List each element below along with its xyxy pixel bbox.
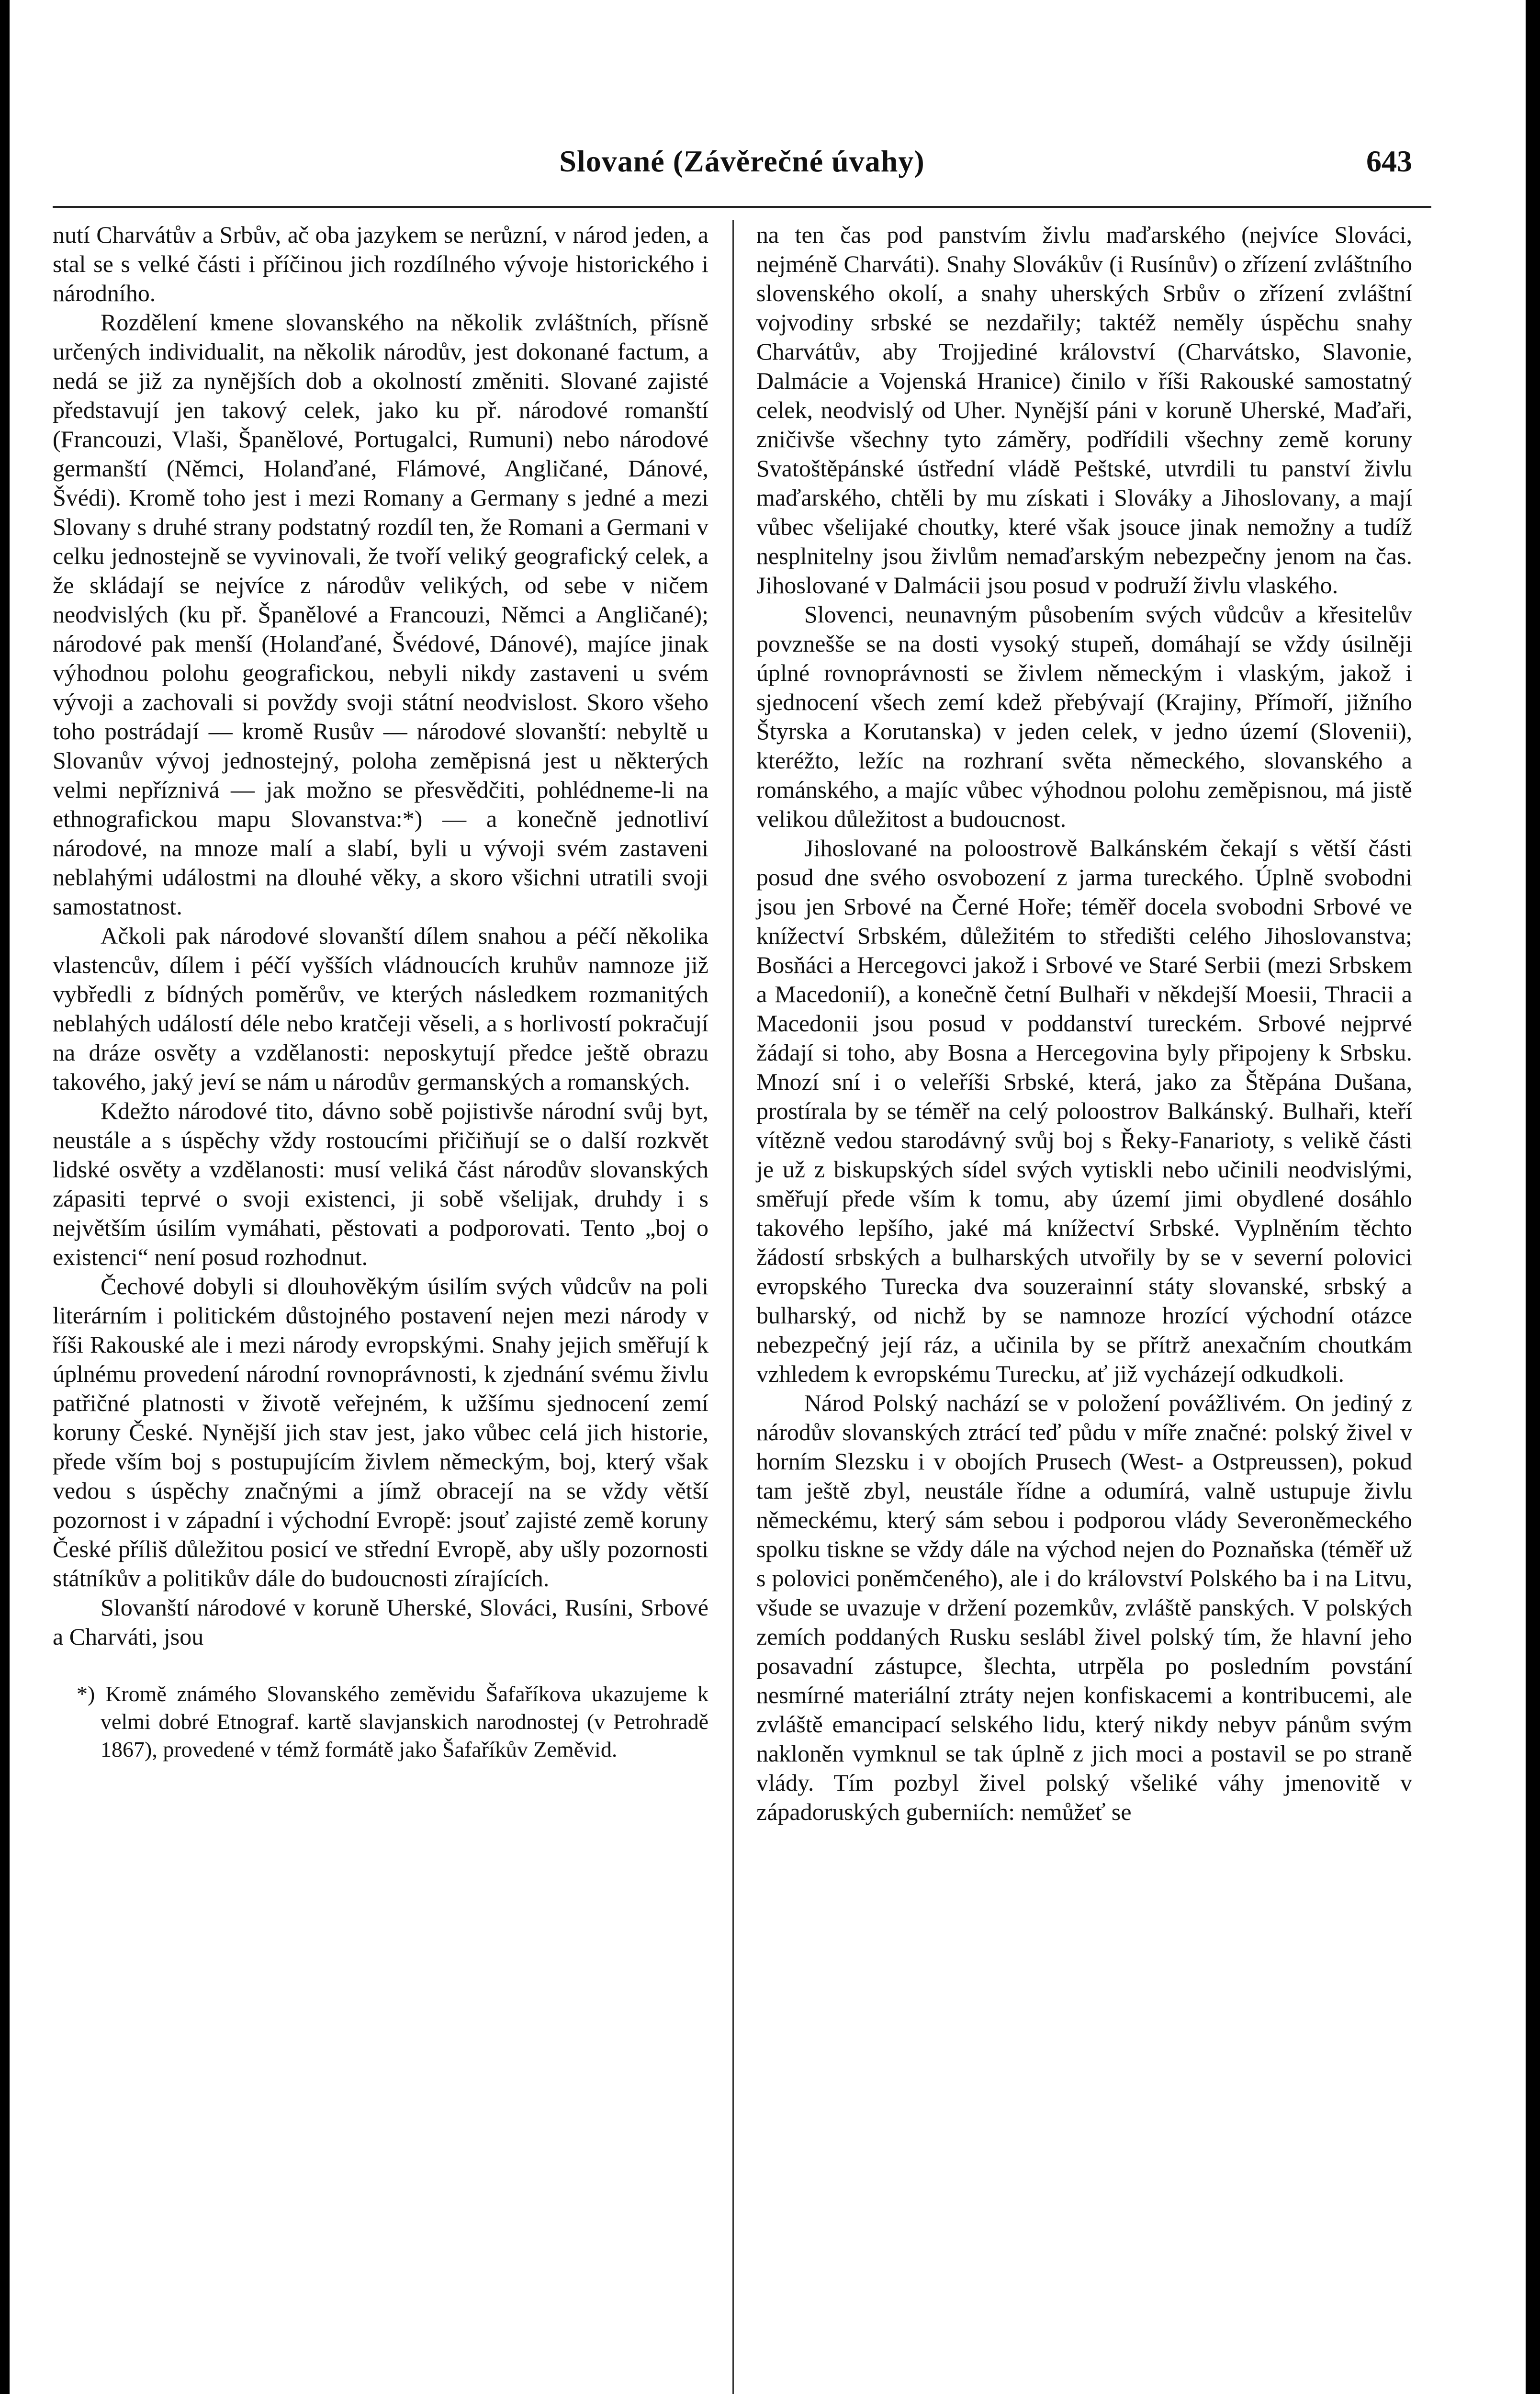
paragraph: Čechové dobyli si dlouhověkým úsilím svých vůdcův na poli literárním i politickém důstojného postavení nejen mezi národy v říši Rakouské ale i mezi národy evropskými. Snahy jejich směřují k úplnému provedení národní rovnoprávnosti, k zjednání svému živlu patřičné platnosti v životě veřejném, k užšímu sjednocení zemí koruny České. Nynější jich stav jest, jako vůbec celá jich historie, přede vším boj s postupujícím živlem německým, boj, který však vedou s úspěchy značnými a jímž obracejí na se vždy větší pozornost i v západní i východní Evropě: jsouť zajisté země koruny České příliš důležitou posicí ve střední Evropě, aby ušly pozornosti státníkův a politikův dále do budoucnosti zírajících. (53, 1273, 708, 1592)
paragraph: Ačkoli pak národové slovanští dílem snahou a péčí několika vlastencův, dílem i péčí vyšších vládnoucích kruhův namnoze již vybředli z bídných poměrův, ve kterých následkem rozmanitých neblahých událostí déle nebo kratčeji věseli, a s horlivostí pokračují na dráze osvěty a vzdělanosti: neposkytují předce ještě obrazu takového, jaký jeví se nám u národův germanských a romanských. (53, 922, 708, 1095)
paragraph: Slovanští národové v koruně Uherské, Slováci, Rusíni, Srbové a Charváti, jsou (53, 1594, 708, 1650)
header-rule (53, 206, 1431, 208)
page-body (53, 115, 1431, 2394)
footnote: *) Kromě známého Slovanského zeměvidu Šafaříkova ukazujeme k velmi dobré Etnograf. kartě slavjanskich narodnostej (v Petrohradě 1867), provedené v témž formátě jako Šafaříkův Zeměvid. (77, 1682, 708, 1762)
paragraph: Kdežto národové tito, dávno sobě pojistivše národní svůj byt, neustále a s úspěchy vždy rostoucími přičiňují se o další rozkvět lidské osvěty a vzdělanosti: musí veliká část národův slovanských zápasiti teprvé o svoji existenci, ji sobě všelijak, druhdy i s největším úsilím vymáhati, pěstovati a podporovati. Tento „boj o existenci“ není posud rozhodnut. (53, 1097, 708, 1270)
paragraph: Národ Polský nachází se v položení povážlivém. On jediný z národův slovanských ztrácí teď půdu v míře značné: polský živel v horním Slezsku i v obojích Prusech (West- a Ostpreussen), pokud tam ještě zbyl, neustále řídne a odumírá, valně ustupuje živlu německému, který sám sebou i podporou vlády Severoněmeckého spolku tiskne se vždy dále na východ nejen do Poznaňska (téměř už s polovici poněmčeného), ale i do království Polského ba i na Litvu, všude se uvazuje v držení pozemkův, zvláště panských. V polských zemích poddaných Rusku seslábl živel polský tím, že hlavní jeho posavadní zástupce, šlechta, utrpěla po posledním povstání nesmírné materiální ztráty nejen konfiskacemi a kontribucemi, ale zvláště emancipací selského lidu, který nikdy nebyv pánům svým nakloněn vymknul se tak úplně z jich moci a postavil se po straně vlády. Tím pozbyl živel polský všeliké váhy jmenovitě v západoruských guberniích: nemůžeť se (756, 1389, 1412, 1825)
paragraph: nutí Charvátův a Srbův, ač oba jazykem se nerůzní, v národ jeden, a stal se s velké části i příčinou jich rozdílného vývoje historického i národního. (53, 221, 708, 306)
page-number: 643 (1366, 144, 1412, 178)
paragraph: Jihoslované na poloostrově Balkánském čekají s větší části posud dne svého osvobození z jarma tureckého. Úplně svobodni jsou jen Srbové na Černé Hoře; téměř docela svobodni Srbové ve knížectví Srbském, důležitém to středišti celého Jihoslovanstva; Bosňáci a Hercegovci jakož i Srbové ve Staré Serbii (mezi Srbskem a Macedonií), a konečně četní Bulhaři v někdejší Moesii, Thracii a Macedonii jsou posud v poddanství tureckém. Srbové nejprvé žádají si toho, aby Bosna a Hercegovina byly připojeny k Srbsku. Mnozí sní i o veleříši Srbské, která, jako za Štěpána Dušana, prostírala by se téměř na celý poloostrov Balkánský. Bulhaři, kteří vítězně vedou starodávný svůj boj s Řeky-Fanarioty, s velikě části je už z biskupských sídel svých vytiskli nebo učinili neodvislými, směřují přede vším k tomu, aby území jimi obydlené dosáhlo takového lepšího, jaké má knížectví Srbské. Vyplněním těchto žádostí srbských a bulharských utvořily by se v severní polovici evropského Turecka dva souzerainní státy slovanské, srbský a bulharský, od nichž by se namnoze hrozící východní otázce nebezpečný její ráz, a učinila by se přítrž anexačním choutkám vzhledem k evropskému Turecku, ať již vycházejí odkudkoli. (756, 835, 1412, 1387)
paragraph: na ten čas pod panstvím živlu maďarského (nejvíce Slováci, nejméně Charváti). Snahy Slovákův (i Rusínův) o zřízení zvláštního slovenského okolí, a snahy uherských Srbův o zřízení zvláštní vojvodiny srbské se nezdařily; taktéž neměly úspěchu snahy Charvátův, aby Trojjediné království (Charvátsko, Slavonie, Dalmácie a Vojenská Hranice) činilo v říši Rakouské samostatný celek, neodvislý od Uher. Nynější páni v koruně Uherské, Maďaři, zničivše všechny tyto záměry, podřídili všechny země koruny Svatoštěpánské ústřední vládě Peštské, utvrdili tu panství živlu maďarského, chtěli by mu získati i Slováky a Jihoslovany, a mají vůbec všelijaké choutky, které však jsouce jinak nemožny a tudíž nesplnitelny jsou živlům nemaďarským nebezpečny jenom na čas. Jihoslované v Dalmácii jsou posud v podruží živlu vlaského. (756, 221, 1412, 598)
scan-edge-right (1526, 0, 1540, 2394)
left-column (53, 220, 708, 1763)
paragraph: Slovenci, neunavným působením svých vůdcův a křesitelův povznešše se na dosti vysoký stupeň, domáhají se vždy úsilněji úplné rovnoprávnosti se živlem německým i vlaským, jakož i sjednocení všech zemí kdež přebývají (Krajiny, Přímoří, jižního Štyrska a Korutanska) v jeden celek, v jedno území (Slovenii), kteréžto, ležíc na rozhraní světa německého, slovanského a románského, a majíc vůbec výhodnou polohu zeměpisnou, má jistě velikou důležitost a budoucnost. (756, 601, 1412, 832)
paragraph: Rozdělení kmene slovanského na několik zvláštních, přísně určených individualit, na několik národův, jest dokonané factum, a nedá se již za nynějších dob a okolností změniti. Slované zajisté představují jen takový celek, jako ku př. národové romanští (Francouzi, Vlaši, Španělové, Portugalci, Rumuni) nebo národové germanští (Němci, Holanďané, Flámové, Angličané, Dánové, Švédi). Kromě toho jest i mezi Romany a Germany s jedné a mezi Slovany s druhé strany podstatný rozdíl ten, že Romani a Germani v celku jednostejně se vyvinovali, že tvoří veliký geografický celek, a že skládají se nejvíce z národův velikých, od sebe v ničem neodvislých (ku př. Španělové a Francouzi, Němci a Angličané); národové pak menší (Holanďané, Švédové, Dánové), majíce jinak výhodnou polohu geografickou, nebyli nikdy zastaveni u svém vývoji a zachovali si povždy svoji státní neodvislost. Skoro všeho toho postrádají — kromě Rusův — národové slovanští: nebyltě u Slovanův vývoj jednostejný, poloha zeměpisná jest u některých velmi nepříznivá — jak možno se přesvědčiti, pohlédneme-li na ethnografickou mapu Slovanstva:*) — a konečně jednotliví národové, na mnoze malí a slabí, byli u vývoji svém zastaveni neblahými událostmi na dlouhé věky, a skoro všichni utratili svoji samostatnost. (53, 309, 708, 920)
page-title: Slované (Závěrečné úvahy) (559, 144, 925, 178)
column-divider (732, 220, 734, 2394)
right-column (756, 220, 1412, 1827)
scan-edge-left (0, 0, 10, 2394)
running-header (53, 144, 1431, 201)
